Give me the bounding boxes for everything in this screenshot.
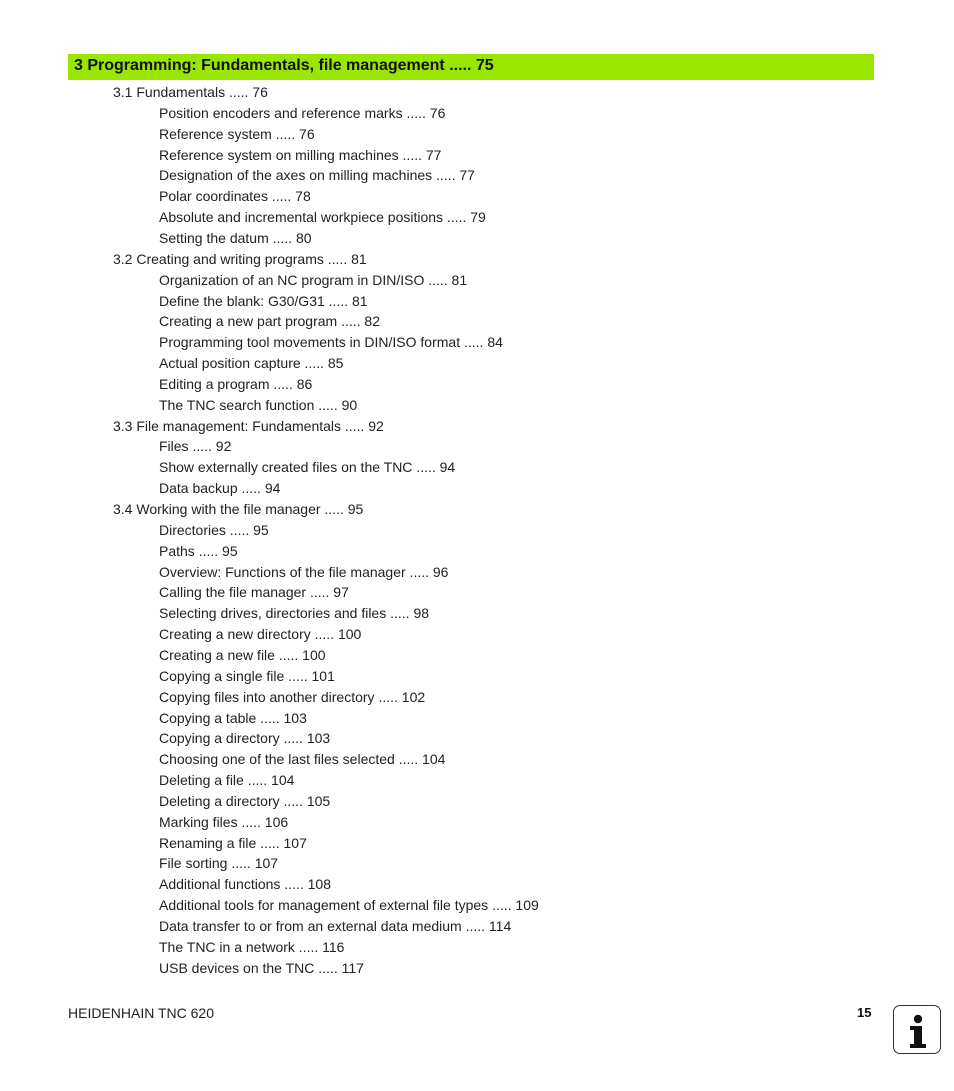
toc-subsection-entry[interactable]: Creating a new part program ..... 82 [159, 313, 380, 330]
toc-subsection-entry[interactable]: The TNC search function ..... 90 [159, 396, 358, 413]
toc-subsection-entry[interactable]: Data transfer to or from an external data medium ..... 114 [159, 918, 512, 934]
toc-subsection-entry[interactable]: Show externally created files on the TNC ..... 94 [159, 459, 456, 476]
toc-subsection-entry[interactable]: Additional functions ..... 108 [159, 876, 331, 893]
toc-subsection-entry[interactable]: Absolute and incremental workpiece positions ..... 79 [159, 209, 486, 226]
toc-subsection-entry[interactable]: Reference system ..... 76 [159, 125, 315, 142]
toc-subsection-entry[interactable]: Selecting drives, directories and files ..... 98 [159, 605, 430, 622]
toc-subsection-entry[interactable]: Directories ..... 95 [159, 521, 269, 538]
toc-subsection-entry[interactable]: Renaming a file ..... 107 [159, 834, 307, 851]
toc-subsection-entry[interactable]: Reference system on milling machines ..... 77 [159, 146, 442, 163]
toc-subsection-entry[interactable]: Setting the datum ..... 80 [159, 229, 312, 246]
toc-subsection-entry[interactable]: Deleting a file ..... 104 [159, 772, 295, 789]
toc-subsection-entry[interactable]: Programming tool movements in DIN/ISO format ..... 84 [159, 334, 503, 351]
toc-subsection-entry[interactable]: Marking files ..... 106 [159, 813, 289, 830]
toc-section-entry[interactable]: 3.1 Fundamentals ..... 76 [113, 84, 268, 100]
toc-subsection-entry[interactable]: Creating a new directory ..... 100 [159, 626, 362, 643]
toc-subsection-entry[interactable]: Copying files into another directory ..... 102 [159, 688, 426, 705]
footer-product-name: HEIDENHAIN TNC 620 [68, 1005, 215, 1021]
toc-subsection-entry[interactable]: File sorting ..... 107 [159, 855, 279, 872]
toc-subsection-entry[interactable]: Copying a directory ..... 103 [159, 730, 331, 747]
toc-subsection-entry[interactable]: Copying a single file ..... 101 [159, 667, 335, 684]
toc-section-entry[interactable]: 3.4 Working with the file manager ..... 95 [113, 501, 364, 517]
toc-subsection-entry[interactable]: Polar coordinates ..... 78 [159, 188, 311, 205]
toc-subsection-entry[interactable]: Data backup ..... 94 [159, 480, 281, 497]
toc-subsection-entry[interactable]: Organization of an NC program in DIN/ISO ..... 81 [159, 271, 468, 288]
toc-subsection-entry[interactable]: Creating a new file ..... 100 [159, 646, 326, 663]
toc-subsection-entry[interactable]: Overview: Functions of the file manager ..... 96 [159, 563, 449, 580]
toc-subsection-entry[interactable]: USB devices on the TNC ..... 117 [159, 959, 364, 976]
toc-subsection-entry[interactable]: Editing a program ..... 86 [159, 375, 313, 392]
toc-section-entry[interactable]: 3.2 Creating and writing programs ..... 81 [113, 250, 367, 267]
toc-subsection-entry[interactable]: Files ..... 92 [159, 438, 232, 455]
info-icon [893, 1005, 941, 1054]
toc-subsection-entry[interactable]: Paths ..... 95 [159, 542, 238, 559]
toc-subsection-entry[interactable]: Copying a table ..... 103 [159, 709, 307, 726]
toc-subsection-entry[interactable]: Define the blank: G30/G31 ..... 81 [159, 292, 368, 309]
toc-subsection-entry[interactable]: The TNC in a network ..... 116 [159, 938, 345, 955]
toc-subsection-entry[interactable]: Position encoders and reference marks ..... 76 [159, 104, 446, 121]
toc-subsection-entry[interactable]: Deleting a directory ..... 105 [159, 792, 331, 809]
toc-subsection-entry[interactable]: Choosing one of the last files selected ..... 104 [159, 751, 446, 768]
toc-subsection-entry[interactable]: Calling the file manager ..... 97 [159, 584, 349, 601]
toc-section-entry[interactable]: 3.3 File management: Fundamentals ..... 92 [113, 417, 384, 434]
chapter-header [68, 54, 874, 80]
page-number: 15 [857, 1005, 872, 1020]
toc-subsection-entry[interactable]: Actual position capture ..... 85 [159, 355, 344, 372]
toc-subsection-entry[interactable]: Additional tools for management of external file types ..... 109 [159, 897, 539, 914]
toc-subsection-entry[interactable]: Designation of the axes on milling machines ..... 77 [159, 167, 475, 184]
chapter-title: 3 Programming: Fundamentals, file management ..... 75 [74, 57, 494, 74]
